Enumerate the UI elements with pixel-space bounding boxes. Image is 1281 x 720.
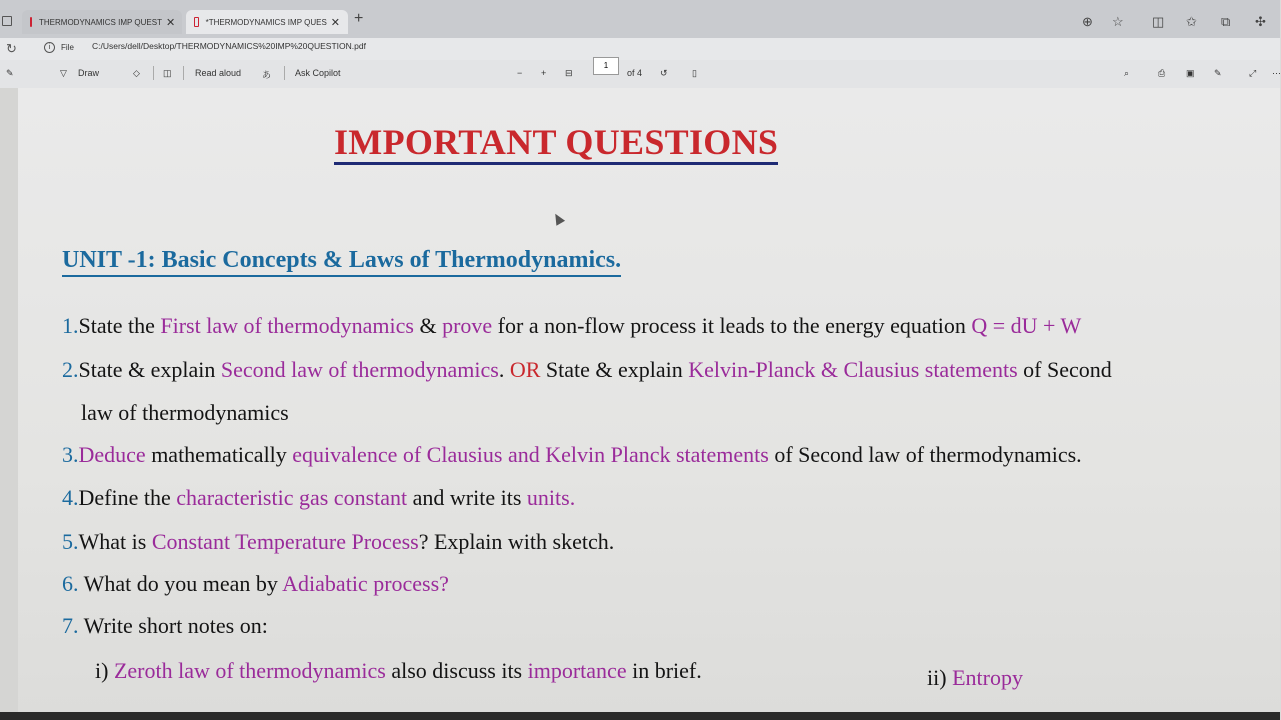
question-5: 5.What is Constant Temperature Process? Explain with sketch. bbox=[62, 529, 615, 554]
draw-button[interactable]: Draw bbox=[78, 68, 100, 78]
page-number-input[interactable]: 1 bbox=[593, 57, 619, 75]
favorites-icon[interactable]: ✩ bbox=[1186, 14, 1197, 29]
divider bbox=[153, 66, 154, 80]
close-icon[interactable]: ✕ bbox=[330, 16, 340, 29]
eraser-icon[interactable]: ◇ bbox=[133, 68, 140, 78]
read-aloud-button[interactable]: Read aloud bbox=[195, 68, 242, 78]
ask-copilot-button[interactable]: Ask Copilot bbox=[295, 68, 341, 78]
split-screen-icon[interactable]: ◫ bbox=[1152, 14, 1165, 29]
tab-thermodynamics-2[interactable] bbox=[186, 10, 348, 34]
refresh-icon[interactable]: ↻ bbox=[6, 41, 17, 56]
pdf-icon bbox=[30, 17, 32, 27]
url-field[interactable]: C:/Users/dell/Desktop/THERMODYNAMICS%20IMP%20QUESTION.pdf bbox=[92, 41, 366, 51]
new-tab-button[interactable]: + bbox=[354, 10, 364, 27]
draw-icon[interactable]: ▽ bbox=[60, 68, 67, 78]
tab-bar bbox=[0, 0, 1280, 38]
rotate-icon[interactable]: ↺ bbox=[660, 68, 668, 78]
question-2-continued: law of thermodynamics bbox=[81, 400, 289, 425]
info-icon[interactable]: i bbox=[44, 42, 55, 53]
fit-page-icon[interactable]: ⊟ bbox=[565, 68, 573, 78]
pdf-toolbar bbox=[0, 60, 1280, 89]
page-title: IMPORTANT QUESTIONS bbox=[334, 122, 778, 165]
page-gutter bbox=[0, 88, 18, 720]
question-1: 1.State the First law of thermodynamics & prove for a non-flow process it leads to the energy equation Q = dU + W bbox=[62, 313, 1082, 338]
divider bbox=[183, 66, 184, 80]
highlight-icon[interactable]: ✎ bbox=[6, 68, 14, 78]
page-layout-icon[interactable]: ▯ bbox=[692, 68, 697, 78]
taskbar bbox=[0, 712, 1280, 720]
question-7: 7. Write short notes on: bbox=[62, 613, 268, 638]
tab-thermodynamics-1[interactable] bbox=[22, 10, 182, 34]
zoom-in-button[interactable]: + bbox=[541, 68, 547, 78]
search-icon[interactable]: ⌕ bbox=[1124, 68, 1130, 78]
fullscreen-icon[interactable]: ⤢ bbox=[1249, 68, 1257, 78]
tab-actions-icon[interactable] bbox=[2, 16, 12, 26]
close-icon[interactable]: ✕ bbox=[165, 16, 176, 29]
translate-icon[interactable]: あ bbox=[262, 70, 272, 80]
tab-title: THERMODYNAMICS IMP QUEST bbox=[39, 17, 162, 27]
save-as-icon[interactable]: ✎ bbox=[1214, 68, 1222, 78]
extensions-icon[interactable]: ✣ bbox=[1255, 14, 1266, 29]
question-7-part-ii: ii) Entropy bbox=[927, 665, 1023, 690]
question-3: 3.Deduce mathematically equivalence of Clausius and Kelvin Planck statements of Second law of thermodynamics. bbox=[62, 442, 1082, 467]
divider bbox=[284, 66, 285, 80]
page-total: of 4 bbox=[627, 68, 643, 78]
favorite-star-icon[interactable]: ☆ bbox=[1112, 14, 1124, 29]
more-icon[interactable]: ⋯ bbox=[1272, 68, 1281, 78]
question-4: 4.Define the characteristic gas constant and write its units. bbox=[62, 485, 576, 510]
collections-icon[interactable]: ⧉ bbox=[1221, 14, 1231, 29]
zoom-out-button[interactable]: − bbox=[517, 68, 523, 78]
tab-title: *THERMODYNAMICS IMP QUES bbox=[205, 17, 327, 27]
unit-heading: UNIT -1: Basic Concepts & Laws of Thermodynamics. bbox=[62, 245, 621, 277]
zoom-icon[interactable]: ⊕ bbox=[1082, 14, 1093, 29]
print-icon[interactable]: ⎙ bbox=[1158, 68, 1166, 78]
pdf-icon bbox=[194, 17, 199, 27]
address-bar bbox=[0, 38, 1280, 60]
file-label: File bbox=[61, 43, 74, 52]
question-7-part-i: i) Zeroth law of thermodynamics also discuss its importance in brief. bbox=[95, 658, 702, 683]
page-view-icon[interactable]: ◫ bbox=[163, 68, 172, 78]
question-2: 2.State & explain Second law of thermodynamics. OR State & explain Kelvin-Planck & Clausius statements of Second bbox=[62, 357, 1112, 382]
save-icon[interactable]: ▣ bbox=[1186, 68, 1195, 78]
question-6: 6. What do you mean by Adiabatic process? bbox=[62, 571, 449, 596]
